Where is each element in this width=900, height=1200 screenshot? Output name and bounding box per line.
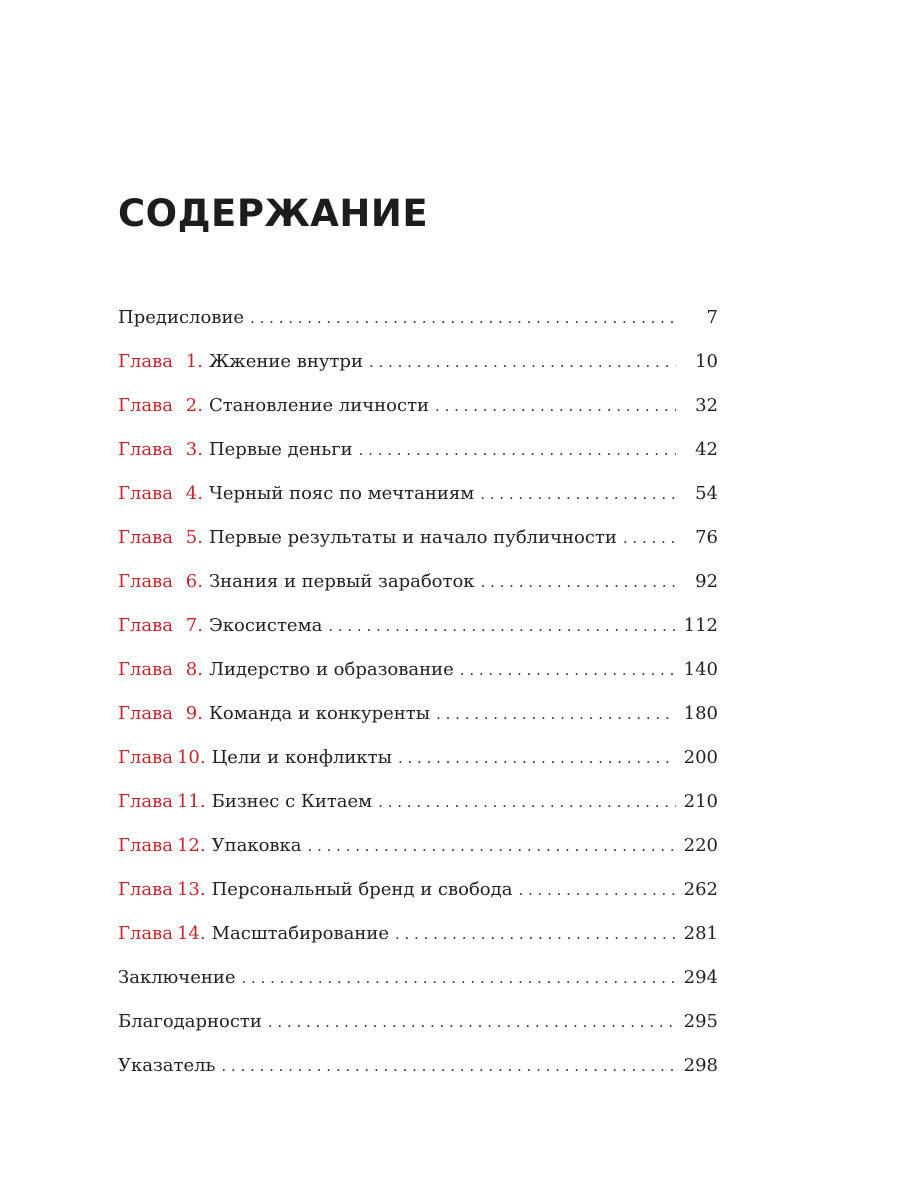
dot-leader xyxy=(369,340,676,384)
chapter-label xyxy=(118,516,203,560)
chapter-word: Глава xyxy=(118,835,173,856)
entry-title: Предисловие xyxy=(118,307,245,328)
toc-entry xyxy=(118,824,718,868)
page-number: 180 xyxy=(683,703,718,724)
toc-entry xyxy=(118,428,718,472)
chapter-number: 8. xyxy=(185,659,203,680)
entry-title: Бизнес с Китаем xyxy=(211,791,373,812)
entry-title: Первые результаты и начало публичности xyxy=(208,527,617,548)
chapter-word: Глава xyxy=(118,615,173,636)
entry-title: Знания и первый заработок xyxy=(208,571,475,592)
chapter-label xyxy=(118,692,203,736)
page-number: 42 xyxy=(695,439,718,460)
chapter-word: Глава xyxy=(118,703,173,724)
dot-leader xyxy=(268,1000,676,1044)
toc-entry xyxy=(118,868,718,912)
chapter-label xyxy=(118,340,203,384)
dot-leader xyxy=(436,692,676,736)
toc-entry xyxy=(118,296,718,340)
entry-title: Жжение внутри xyxy=(208,351,363,372)
page-number: 294 xyxy=(683,967,718,988)
chapter-number: 3. xyxy=(185,439,203,460)
chapter-label xyxy=(118,560,203,604)
entry-title: Благодарности xyxy=(118,1011,262,1032)
entry-title: Лидерство и образование xyxy=(208,659,454,680)
chapter-label xyxy=(118,868,206,912)
page-number: 10 xyxy=(695,351,718,372)
page-number: 54 xyxy=(695,483,718,504)
toc-entry xyxy=(118,340,718,384)
page-number: 112 xyxy=(683,615,718,636)
page-number: 32 xyxy=(695,395,718,416)
chapter-label xyxy=(118,384,203,428)
chapter-label xyxy=(118,780,206,824)
chapter-label xyxy=(118,648,203,692)
chapter-number: 2. xyxy=(185,395,203,416)
chapter-number: 4. xyxy=(185,483,203,504)
page-title: СОДЕРЖАНИЕ xyxy=(118,192,429,235)
entry-title: Становление личности xyxy=(208,395,430,416)
page-number: 295 xyxy=(683,1011,718,1032)
page-number: 281 xyxy=(683,923,718,944)
page-number: 7 xyxy=(706,307,718,328)
chapter-label xyxy=(118,428,203,472)
toc-entry xyxy=(118,956,718,1000)
toc-entry xyxy=(118,560,718,604)
chapter-label xyxy=(118,472,203,516)
dot-leader xyxy=(328,604,676,648)
chapter-word: Глава xyxy=(118,659,173,680)
page-number: 76 xyxy=(695,527,718,548)
page-number: 200 xyxy=(683,747,718,768)
chapter-word: Глава xyxy=(118,395,173,416)
dot-leader xyxy=(435,384,676,428)
dot-leader xyxy=(221,1044,676,1088)
chapter-number: 9. xyxy=(185,703,203,724)
chapter-word: Глава xyxy=(118,439,173,460)
entry-title: Масштабирование xyxy=(211,923,389,944)
chapter-word: Глава xyxy=(118,879,173,900)
page-number: 140 xyxy=(683,659,718,680)
entry-title: Команда и конкуренты xyxy=(208,703,431,724)
chapter-word: Глава xyxy=(118,923,173,944)
entry-title: Черный пояс по мечтаниям xyxy=(208,483,475,504)
chapter-number: 14. xyxy=(176,923,206,944)
toc-entry xyxy=(118,384,718,428)
chapter-word: Глава xyxy=(118,527,173,548)
entry-title: Цели и конфликты xyxy=(211,747,392,768)
dot-leader xyxy=(481,560,676,604)
chapter-label xyxy=(118,604,203,648)
page-number: 210 xyxy=(683,791,718,812)
dot-leader xyxy=(250,296,676,340)
chapter-number: 1. xyxy=(185,351,203,372)
page-number: 298 xyxy=(683,1055,718,1076)
chapter-label xyxy=(118,912,206,956)
chapter-word: Глава xyxy=(118,571,173,592)
chapter-number: 11. xyxy=(176,791,206,812)
chapter-number: 13. xyxy=(176,879,206,900)
chapter-number: 5. xyxy=(185,527,203,548)
chapter-word: Глава xyxy=(118,747,173,768)
dot-leader xyxy=(398,736,676,780)
toc-entry xyxy=(118,604,718,648)
dot-leader xyxy=(395,912,676,956)
chapter-number: 7. xyxy=(185,615,203,636)
chapter-number: 6. xyxy=(185,571,203,592)
page-number: 220 xyxy=(683,835,718,856)
entry-title: Заключение xyxy=(118,967,236,988)
toc-entry xyxy=(118,516,718,560)
dot-leader xyxy=(480,472,676,516)
dot-leader xyxy=(378,780,676,824)
entry-title: Первые деньги xyxy=(208,439,353,460)
chapter-word: Глава xyxy=(118,351,173,372)
toc-entry xyxy=(118,912,718,956)
dot-leader xyxy=(242,956,676,1000)
entry-title: Указатель xyxy=(118,1055,216,1076)
toc-entry xyxy=(118,472,718,516)
table-of-contents xyxy=(118,296,718,1088)
toc-entry xyxy=(118,1000,718,1044)
dot-leader xyxy=(308,824,676,868)
page-number: 262 xyxy=(683,879,718,900)
toc-entry xyxy=(118,1044,718,1088)
entry-title: Персональный бренд и свобода xyxy=(211,879,513,900)
entry-title: Упаковка xyxy=(211,835,302,856)
chapter-number: 10. xyxy=(176,747,206,768)
dot-leader xyxy=(460,648,676,692)
chapter-word: Глава xyxy=(118,791,173,812)
toc-entry xyxy=(118,736,718,780)
chapter-label xyxy=(118,736,206,780)
dot-leader xyxy=(359,428,676,472)
entry-title: Экосистема xyxy=(208,615,323,636)
dot-leader xyxy=(623,516,676,560)
toc-entry xyxy=(118,780,718,824)
chapter-number: 12. xyxy=(176,835,206,856)
chapter-word: Глава xyxy=(118,483,173,504)
page-number: 92 xyxy=(695,571,718,592)
toc-entry xyxy=(118,648,718,692)
chapter-label xyxy=(118,824,206,868)
dot-leader xyxy=(518,868,676,912)
toc-entry xyxy=(118,692,718,736)
